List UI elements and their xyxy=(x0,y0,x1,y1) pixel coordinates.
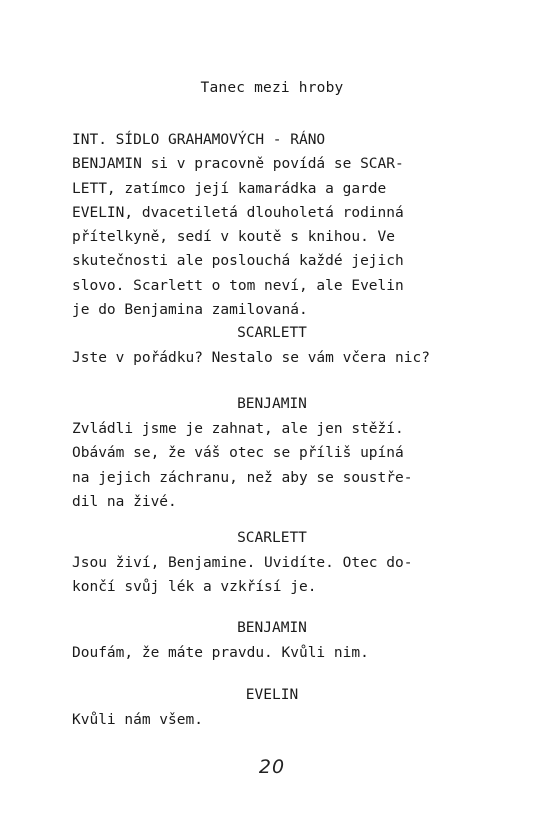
dialogue-line: končí svůj lék a vzkřísí je. xyxy=(72,579,317,596)
page-number: 20 xyxy=(258,756,286,778)
action-line: je do Benjamina zamilovaná. xyxy=(72,302,308,319)
character-name: SCARLETT xyxy=(237,530,307,546)
action-line: BENJAMIN si v pracovně povídá se SCAR- xyxy=(72,156,404,173)
action-line: skutečnosti ale poslouchá každé jejich xyxy=(72,253,404,270)
character-name: BENJAMIN xyxy=(237,620,307,636)
dialogue-line: Jste v pořádku? Nestalo se vám včera nic? xyxy=(72,350,430,366)
scene-heading: INT. SÍDLO GRAHAMOVÝCH - RÁNO xyxy=(72,132,326,148)
scene-block xyxy=(72,128,482,322)
character-name: EVELIN xyxy=(245,687,299,703)
character-name: SCARLETT xyxy=(237,325,307,341)
action-line: přítelkyně, sedí v koutě s knihou. Ve xyxy=(72,229,396,246)
action-line: LETT, zatímco její kamarádka a garde xyxy=(72,180,387,197)
dialogue-line: Kvůli nám všem. xyxy=(72,712,203,728)
dialogue-block xyxy=(72,708,482,732)
dialogue-line: dil na živé. xyxy=(72,493,177,510)
running-header: Tanec mezi hroby xyxy=(200,80,344,96)
dialogue-line: Zvládli jsme je zahnat, ale jen stěží. xyxy=(72,421,404,437)
dialogue-line: Doufám, že máte pravdu. Kvůli nim. xyxy=(72,645,369,661)
character-name: BENJAMIN xyxy=(237,396,307,412)
dialogue-line: na jejich záchranu, než aby se soustře- xyxy=(72,469,413,486)
action-line: EVELIN, dvacetiletá dlouholetá rodinná xyxy=(72,204,404,221)
dialogue-block xyxy=(72,551,482,600)
dialogue-block xyxy=(72,417,482,514)
dialogue-line: Jsou živí, Benjamine. Uvidíte. Otec do- xyxy=(72,555,413,571)
dialogue-block xyxy=(72,346,482,370)
dialogue-block xyxy=(72,641,482,665)
dialogue-line: Obávám se, že váš otec se příliš upíná xyxy=(72,445,404,462)
action-line: slovo. Scarlett o tom neví, ale Evelin xyxy=(72,277,404,294)
